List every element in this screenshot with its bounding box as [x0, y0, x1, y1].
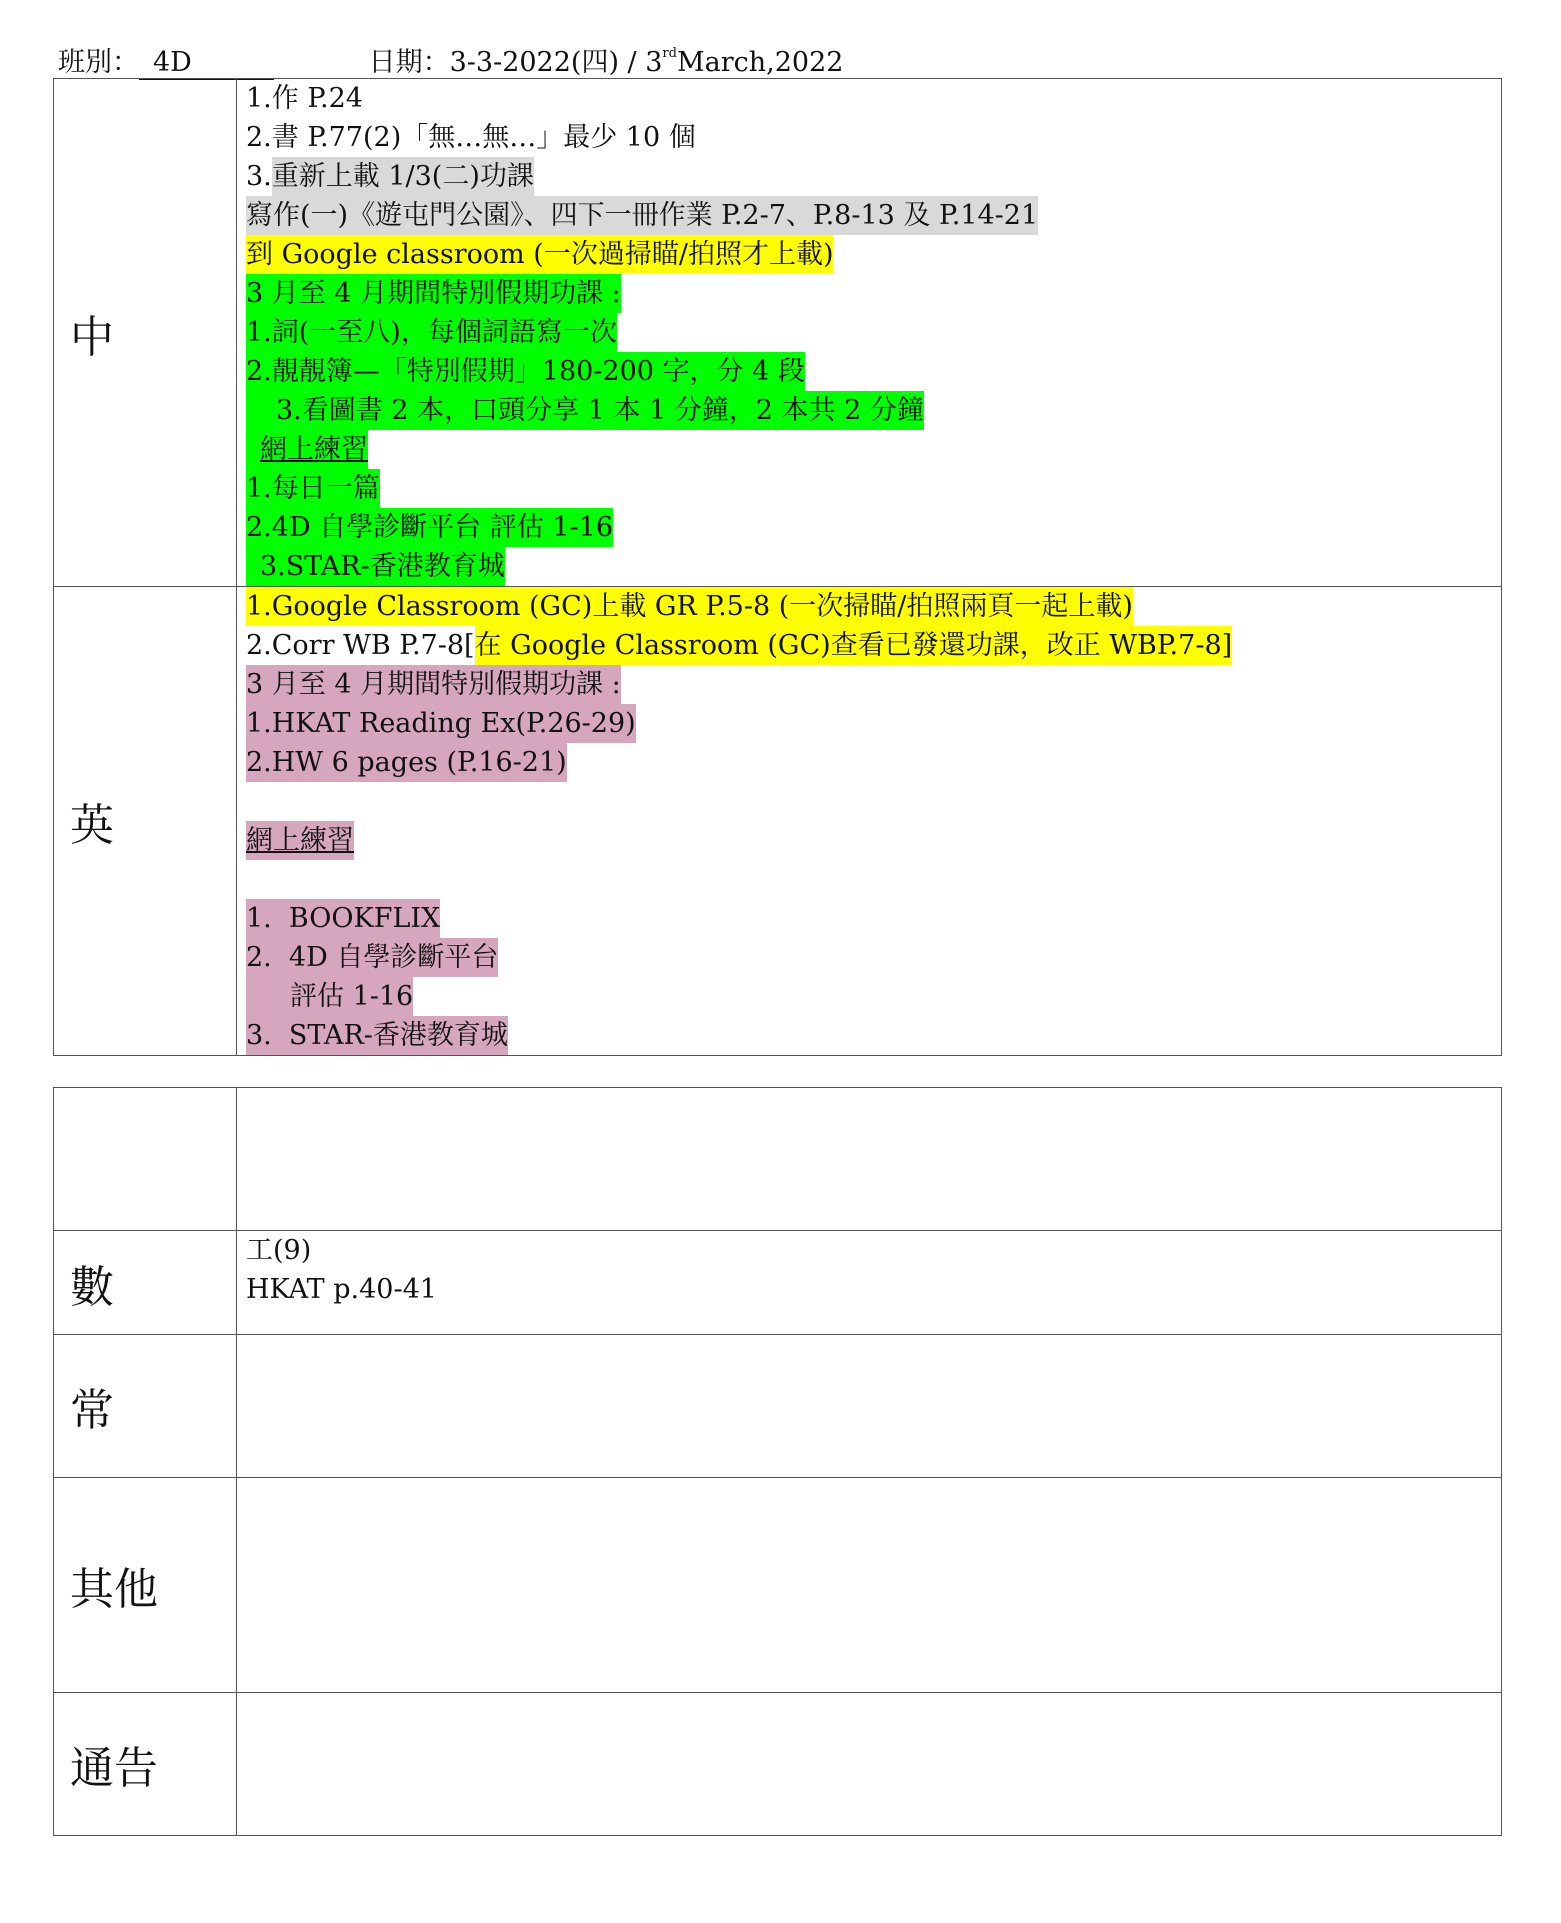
homework-table-1 [53, 78, 1502, 1056]
others-subject-cell [54, 1478, 237, 1693]
english-line-7: 1. BOOKFLIX [246, 899, 1501, 938]
chinese-line-1: 1.作 P.24 [246, 83, 363, 114]
chinese-content-cell [237, 79, 1502, 587]
english-line-1: 1.Google Classroom (GC)上載 GR P.5-8 (一次掃瞄/拍照兩頁一起上載) [246, 587, 1501, 626]
maths-row [54, 1231, 1502, 1335]
class-value: 4D [139, 48, 274, 80]
chinese-line-6: 3 月至 4 月期間特別假期功課 : [246, 274, 1501, 313]
date-label: 日期： [368, 47, 450, 78]
chinese-line-3: 3.重新上載 1/3(二)功課 [246, 157, 1501, 196]
chinese-line-4: 寫作(一)《遊屯門公園》、四下一冊作業 P.2-7、P.8-13 及 P.14-21 [246, 196, 1501, 235]
chinese-line-10: 網上練習 [246, 430, 1501, 469]
date-ordinal: rd [662, 46, 677, 61]
chinese-line-13: 3.STAR-香港教育城 [246, 547, 1501, 586]
class-label: 班別： [58, 47, 139, 78]
english-line-8: 2. 4D 自學診斷平台 [246, 938, 1501, 977]
chinese-line-9: 3.看圖書 2 本，口頭分享 1 本 1 分鐘，2 本共 2 分鐘 [246, 391, 1501, 430]
date-month-year: March,2022 [676, 47, 844, 78]
chinese-line-2: 2.書 P.77(2)「無…無…」最少 10 個 [246, 122, 696, 153]
english-content-cell [237, 587, 1502, 1056]
date-value: 3-3-2022(四) / 3 [449, 47, 663, 78]
chinese-subject: 中 [70, 311, 114, 363]
chinese-line-5: 到 Google classroom (一次過掃瞄/拍照才上載) [246, 235, 1501, 274]
header [58, 40, 843, 80]
maths-subject: 數 [70, 1261, 114, 1313]
english-line-9: 評估 1-16 [246, 977, 1501, 1016]
gs-content-cell [237, 1335, 1502, 1478]
english-line-6: 網上練習 [246, 821, 1501, 860]
notices-row [54, 1693, 1502, 1836]
maths-line-2: HKAT p.40-41 [246, 1274, 437, 1305]
english-line-10: 3. STAR-香港教育城 [246, 1016, 1501, 1055]
gs-subject: 常 [70, 1385, 114, 1436]
chinese-subject-cell [54, 79, 237, 587]
notices-content-cell [237, 1693, 1502, 1836]
chinese-line-7: 1.詞(一至八)，每個詞語寫一次 [246, 313, 1501, 352]
english-subject-cell [54, 587, 237, 1056]
others-row [54, 1478, 1502, 1693]
english-line-3: 3 月至 4 月期間特別假期功課 : [246, 665, 1501, 704]
chinese-line-8: 2.靚靚簿—「特別假期」180-200 字，分 4 段 [246, 352, 1501, 391]
english-line-2: 2.Corr WB P.7-8[在 Google Classroom (GC)查看已發還功課，改正 WBP.7-8] [246, 626, 1501, 665]
gs-subject-cell [54, 1335, 237, 1478]
blank-row [54, 1088, 1502, 1231]
blank-subject-cell [54, 1088, 237, 1231]
homework-table-2 [53, 1087, 1502, 1836]
notices-subject: 通告 [70, 1743, 158, 1794]
english-line-4: 1.HKAT Reading Ex(P.26-29) [246, 704, 1501, 743]
gs-row [54, 1335, 1502, 1478]
blank-content-cell [237, 1088, 1502, 1231]
english-row [54, 587, 1502, 1056]
others-subject: 其他 [70, 1564, 158, 1615]
maths-content-cell [237, 1231, 1502, 1335]
chinese-line-11: 1.每日一篇 [246, 469, 1501, 508]
chinese-line-12: 2.4D 自學診斷平台 評估 1-16 [246, 508, 1501, 547]
english-line-5: 2.HW 6 pages (P.16-21) [246, 743, 1501, 782]
english-subject: 英 [70, 800, 114, 851]
maths-line-1: 工(9) [246, 1235, 312, 1266]
chinese-row [54, 79, 1502, 587]
maths-subject-cell [54, 1231, 237, 1335]
others-content-cell [237, 1478, 1502, 1693]
notices-subject-cell [54, 1693, 237, 1836]
